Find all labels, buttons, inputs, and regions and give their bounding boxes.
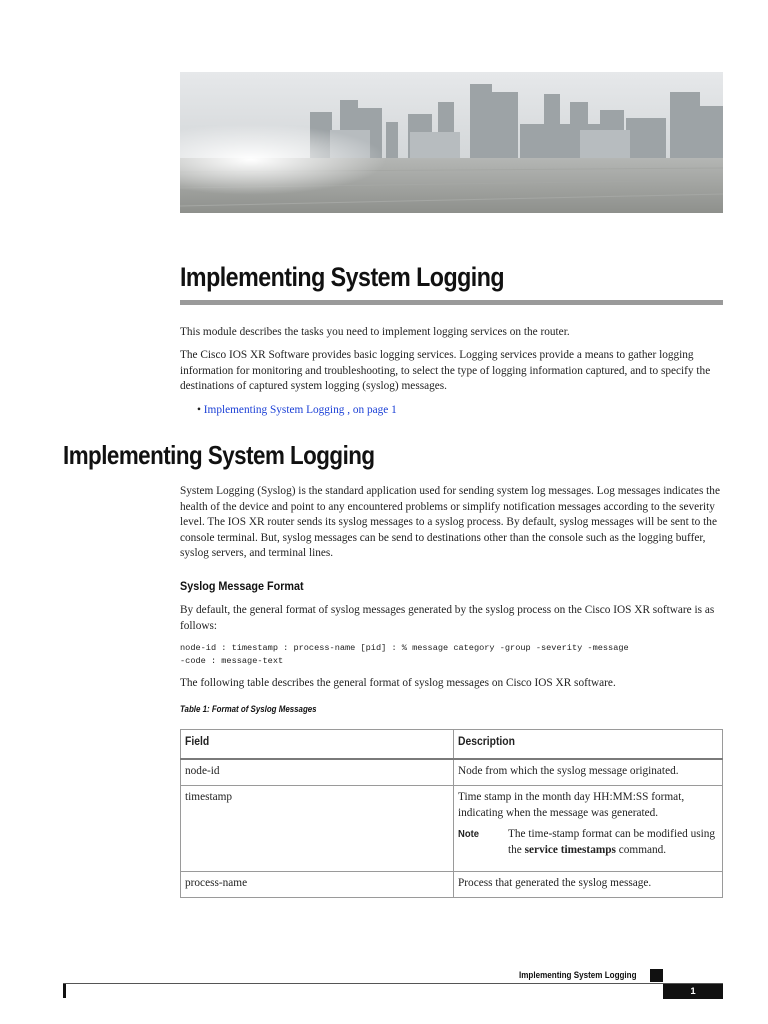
table-header-field: Field xyxy=(181,730,454,760)
footer-tick xyxy=(63,984,66,998)
table-caption: Table 1: Format of Syslog Messages xyxy=(180,704,317,714)
table-row xyxy=(181,759,723,786)
header-banner-image xyxy=(180,72,723,213)
note-text: The time-stamp format can be modified using the service timestamps command. xyxy=(508,828,716,856)
footer-marker xyxy=(650,969,663,982)
toc-link[interactable]: Implementing System Logging , on page 1 xyxy=(203,404,397,416)
intro-paragraph-2: The Cisco IOS XR Software provides basic logging services. Logging services provide a means to gather logging information for monitoring and troubleshooting, to select the type of logging information captured, and to specify the destinations of captured system logging (syslog) messages. xyxy=(180,349,711,392)
intro-paragraph: This module describes the tasks you need to implement logging services on the router. xyxy=(180,326,570,338)
command-name: service timestamps xyxy=(524,843,616,856)
page-number: 1 xyxy=(663,984,723,999)
table-cell-field: timestamp xyxy=(181,786,454,872)
page-title: Implementing System Logging xyxy=(180,262,505,292)
section-paragraph: System Logging (Syslog) is the standard application used for sending system log messages. Log messages indicates the health of the device and point to any encountered problems or simplify notification messages according to the severity level. The IOS XR router sends its syslog messages to a syslog process. By default, syslog messages will be sent to the console terminal. But, syslog messages can be send to destinations other than the console such as the logging buffer, syslog servers, and terminal lines. xyxy=(180,485,720,559)
format-table xyxy=(180,729,723,898)
note-block xyxy=(458,827,718,858)
table-cell-field: node-id xyxy=(181,759,454,786)
subsection-title: Syslog Message Format xyxy=(180,579,304,593)
toc-list-item xyxy=(197,404,397,416)
table-header-row xyxy=(181,730,723,760)
table-header-description: Description xyxy=(454,730,723,760)
title-rule xyxy=(180,300,723,305)
table-row xyxy=(181,786,723,872)
section-title: Implementing System Logging xyxy=(63,440,375,470)
footer-rule xyxy=(63,983,723,984)
note-label: Note xyxy=(458,828,480,840)
format-intro: By default, the general format of syslog messages generated by the syslog process on the Cisco IOS XR software is as follows: xyxy=(180,604,715,632)
table-cell-description xyxy=(454,786,723,872)
bullet: • xyxy=(197,404,201,416)
format-code: node-id : timestamp : process-name [pid] : % message category -group -severity -message -code : message-text xyxy=(180,643,629,666)
table-row xyxy=(181,872,723,898)
table-cell-field: process-name xyxy=(181,872,454,898)
footer-title: Implementing System Logging xyxy=(519,970,637,981)
timestamp-description: Time stamp in the month day HH:MM:SS format, indicating when the message was generated. xyxy=(458,791,685,819)
table-intro: The following table describes the general format of syslog messages on Cisco IOS XR software. xyxy=(180,677,616,689)
table-cell-description: Process that generated the syslog message. xyxy=(454,872,723,898)
table-cell-description: Node from which the syslog message originated. xyxy=(454,759,723,786)
